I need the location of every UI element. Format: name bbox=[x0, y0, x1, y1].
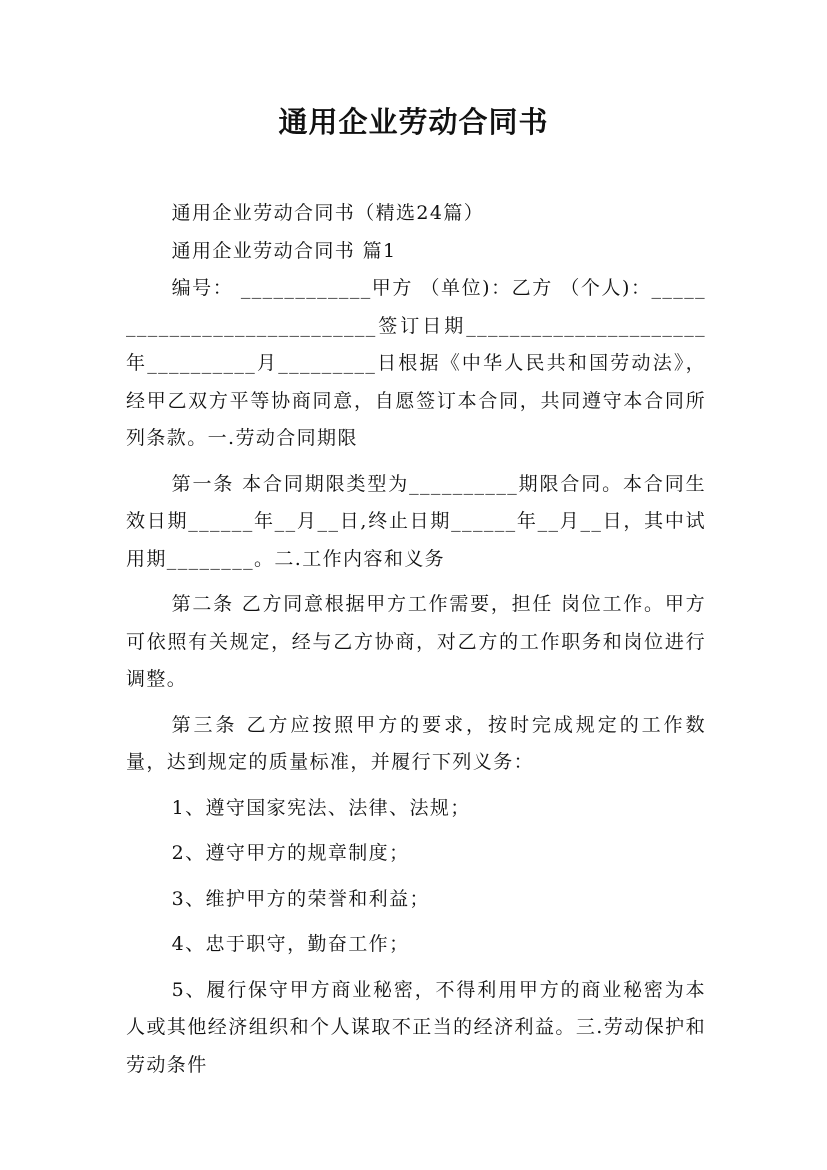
list-item-duty-5: 5、履行保守甲方商业秘密，不得利用甲方的商业秘密为本人或其他经济组织和个人谋取不正当的经济利益。三.劳动保护和劳动条件 bbox=[126, 978, 706, 1076]
paragraph-section-heading: 通用企业劳动合同书 篇1 bbox=[171, 239, 397, 262]
list-item-duty-3: 3、维护甲方的荣誉和利益； bbox=[171, 887, 430, 910]
paragraph-article-3: 第三条 乙方应按照甲方的要求，按时完成规定的工作数量，达到规定的质量标准，并履行下列义务： bbox=[126, 713, 706, 773]
paragraph-article-2: 第二条 乙方同意根据甲方工作需要，担任 岗位工作。甲方可依照有关规定，经与乙方协商，对乙方的工作职务和岗位进行调整。 bbox=[126, 593, 706, 690]
document-title: 通用企业劳动合同书 bbox=[278, 105, 549, 139]
document-body bbox=[126, 195, 706, 1084]
paragraph-contract-header: 编号： ____________甲方 （单位)：乙方 （个人)：____________________________签订日期______________________年__________月_________日根据《中华人民共和国劳动法》，经甲乙双方平等协商同意，自愿签订本合同，共同遵守本合同所列条款。一.劳动合同期限 bbox=[126, 277, 706, 449]
list-item-duty-1: 1、遵守国家宪法、法律、法规； bbox=[171, 796, 471, 819]
paragraph-subtitle: 通用企业劳动合同书（精选24篇） bbox=[171, 202, 485, 224]
paragraph-article-1: 第一条 本合同期限类型为__________期限合同。本合同生效日期______年__月__日,终止日期______年__月__日，其中试用期________。二.工作内容和义务 bbox=[126, 472, 706, 570]
list-item-duty-4: 4、忠于职守，勤奋工作； bbox=[171, 933, 410, 955]
list-item-duty-2: 2、遵守甲方的规章制度； bbox=[171, 842, 410, 864]
